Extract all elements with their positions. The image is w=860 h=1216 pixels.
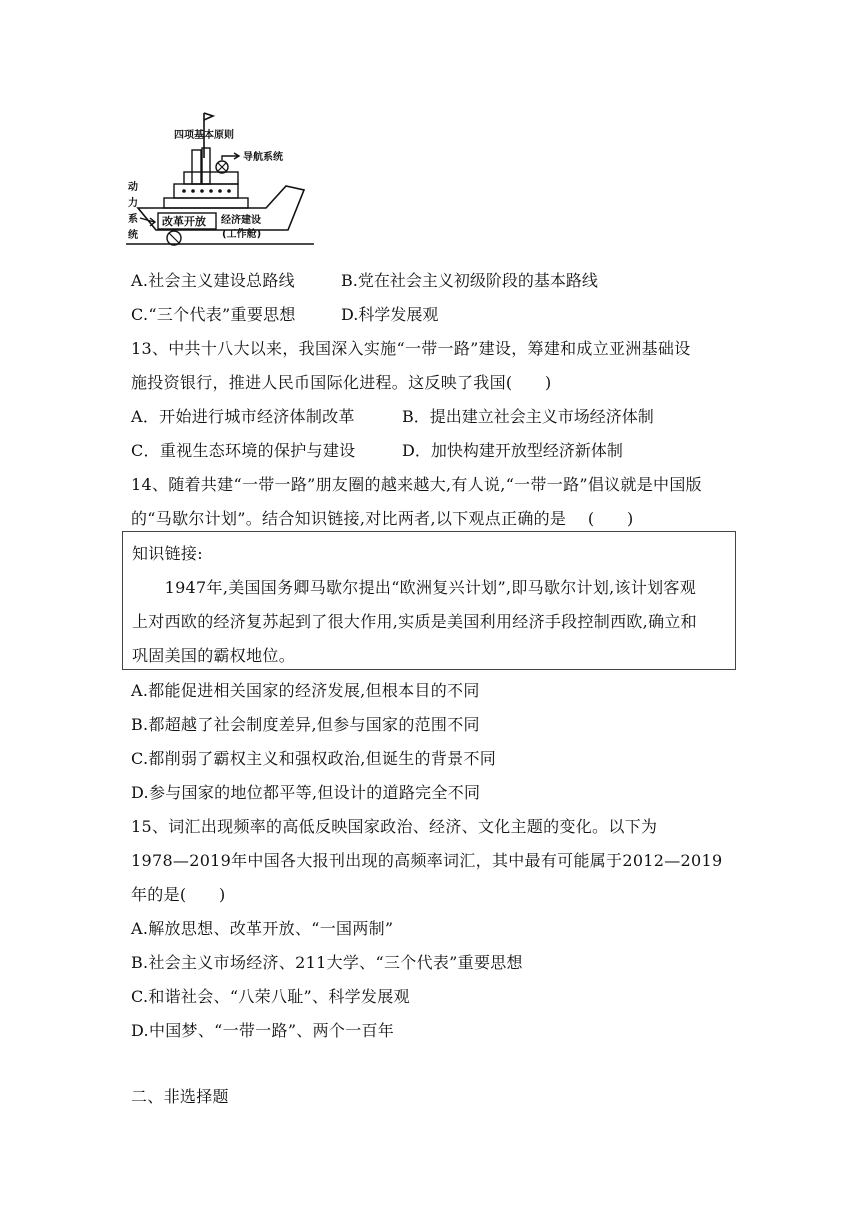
- q15-stem-line-1: 15、词汇出现频率的高低反映国家政治、经济、文化主题的变化。以下为: [131, 817, 658, 836]
- q15-option-b: B.社会主义市场经济、211大学、“三个代表”重要思想: [131, 953, 523, 972]
- q13-option-b: B．提出建立社会主义市场经济体制: [402, 407, 654, 426]
- section-heading: 二、非选择题: [131, 1087, 229, 1106]
- q14-option-d: D.参与国家的地位都平等,但设计的道路完全不同: [131, 783, 481, 802]
- knowledge-link-line-3: 巩固美国的霸权地位。: [132, 646, 296, 665]
- power-label-4: 统: [128, 230, 138, 241]
- power-label-1: 动: [128, 182, 138, 193]
- knowledge-link-line-2: 上对西欧的经济复苏起到了很大作用,实质是美国利用经济手段控制西欧,确立和: [132, 612, 697, 631]
- power-label-3: 系: [128, 214, 138, 225]
- knowledge-link-title: 知识链接:: [132, 544, 203, 563]
- ship-diagram: [126, 110, 316, 250]
- nav-arrow-icon: [222, 153, 239, 160]
- q13-stem-line-2: 施投资银行，推进人民币国际化进程。这反映了我国( ): [131, 373, 552, 392]
- q14-stem-line-2: 的“马歇尔计划”。结合知识链接,对比两者,以下观点正确的是 ( ): [131, 509, 634, 528]
- q15-stem-line-3: 年的是( ): [131, 885, 226, 904]
- flag-label: 四项基本原则: [174, 130, 234, 141]
- power-label-2: 力: [128, 198, 138, 209]
- q15-option-a: A.解放思想、改革开放、“一国两制”: [131, 919, 394, 938]
- q13-option-a: A．开始进行城市经济体制改革: [131, 407, 355, 426]
- q12-option-c: C.“三个代表”重要思想: [131, 305, 296, 324]
- cabin-label: 经济建设: [221, 215, 261, 226]
- cabin-sub-label: (工作舱): [222, 229, 262, 240]
- q12-option-b: B.党在社会主义初级阶段的基本路线: [341, 271, 598, 290]
- q12-option-d: D.科学发展观: [341, 305, 439, 324]
- q13-option-d: D．加快构建开放型经济新体制: [402, 441, 623, 460]
- q14-option-b: B.都超越了社会制度差异,但参与国家的范围不同: [131, 715, 480, 734]
- q15-option-c: C.和谐社会、“八荣八耻”、科学发展观: [131, 987, 410, 1006]
- knowledge-link-line-1: 1947年,美国国务卿马歇尔提出“欧洲复兴计划”,即马歇尔计划,该计划客观: [132, 578, 697, 597]
- q15-stem-line-2: 1978—2019年中国各大报刊出现的高频率词汇，其中最有可能属于2012—2019: [131, 851, 723, 870]
- engine-label: 改革开放: [162, 215, 206, 228]
- q15-option-d: D.中国梦、“一带一路”、两个一百年: [131, 1021, 395, 1040]
- q13-option-c: C．重视生态环境的保护与建设: [131, 441, 356, 460]
- q14-stem-line-1: 14、随着共建“一带一路”朋友圈的越来越大,有人说,“一带一路”倡议就是中国版: [131, 475, 702, 494]
- knowledge-link-box: [122, 531, 736, 670]
- q13-stem-line-1: 13、中共十八大以来，我国深入实施“一带一路”建设，筹建和成立亚洲基础设: [131, 339, 691, 358]
- q12-option-a: A.社会主义建设总路线: [131, 271, 295, 290]
- q14-option-c: C.都削弱了霸权主义和强权政治,但诞生的背景不同: [131, 749, 497, 768]
- nav-label: 导航系统: [243, 152, 283, 163]
- q14-option-a: A.都能促进相关国家的经济发展,但根本目的不同: [131, 681, 480, 700]
